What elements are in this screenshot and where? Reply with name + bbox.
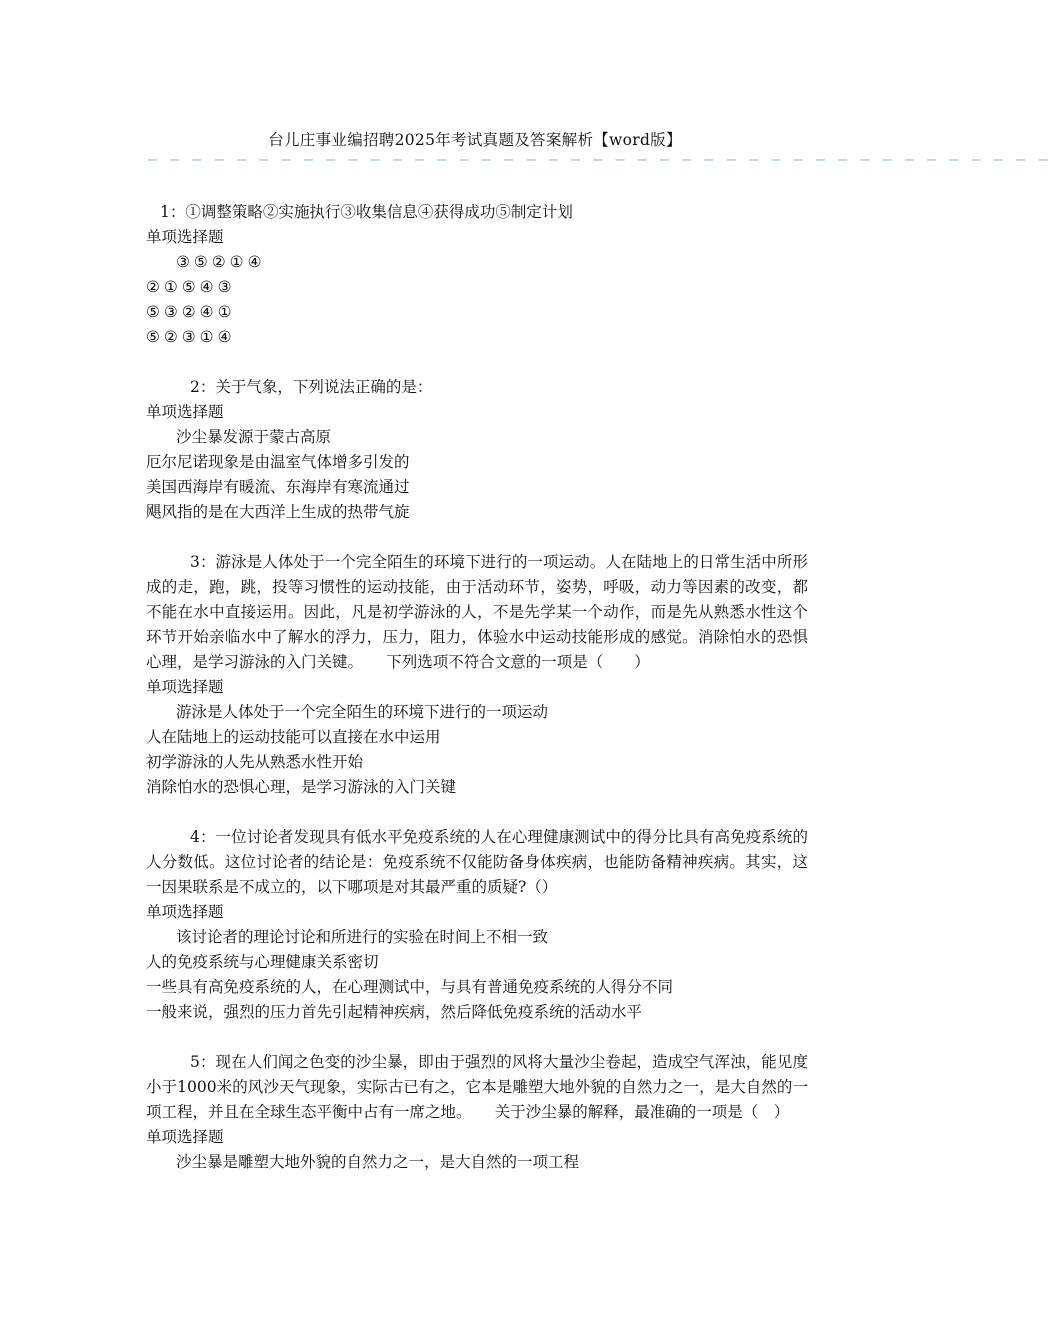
- question-5: [146, 1050, 808, 1175]
- document-title: 台儿庄事业编招聘2025年考试真题及答案解析【word版】: [268, 131, 682, 149]
- question-stem: 3：游泳是人体处于一个完全陌生的环境下进行的一项运动。人在陆地上的日常生活中所形成的走，跑，跳，投等习惯性的运动技能，由于活动环节，姿势，呼吸，动力等因素的改变，都不能在水中直接运用。因此，凡是初学游泳的人，不是先学某一个动作，而是先从熟悉水性这个环节开始亲临水中了解水的浮力，压力，阻力，体验水中运动技能形成的感觉。消除怕水的恐惧心理，是学习游泳的入门关键。 下列选项不符合文意的一项是（ ）: [146, 553, 808, 671]
- option-a[interactable]: 沙尘暴是雕塑大地外貌的自然力之一，是大自然的一项工程: [176, 1153, 580, 1171]
- question-type: 单项选择题: [146, 678, 224, 696]
- option-c[interactable]: 初学游泳的人先从熟悉水性开始: [146, 753, 364, 771]
- question-stem: 1：①调整策略②实施执行③收集信息④获得成功⑤制定计划: [160, 203, 573, 221]
- option-b[interactable]: 人在陆地上的运动技能可以直接在水中运用: [146, 728, 441, 746]
- question-1: [146, 200, 808, 350]
- question-stem: 5：现在人们闻之色变的沙尘暴，即由于强烈的风将大量沙尘卷起，造成空气浑浊，能见度小于1000米的风沙天气现象，实际古已有之，它本是雕塑大地外貌的自然力之一，是大自然的一项工程，并且在全球生态平衡中占有一席之地。 关于沙尘暴的解释，最准确的一项是（ ）: [146, 1053, 808, 1121]
- option-b[interactable]: 人的免疫系统与心理健康关系密切: [146, 953, 379, 971]
- option-b[interactable]: ②①⑤④③: [146, 278, 236, 296]
- question-type: 单项选择题: [146, 903, 224, 921]
- question-3: [146, 550, 808, 800]
- question-stem: 4：一位讨论者发现具有低水平免疫系统的人在心理健康测试中的得分比具有高免疫系统的人分数低。这位讨论者的结论是：免疫系统不仅能防备身体疾病，也能防备精神疾病。其实，这一因果联系是不成立的，以下哪项是对其最严重的质疑?（）: [146, 828, 808, 896]
- option-d[interactable]: 飓风指的是在大西洋上生成的热带气旋: [146, 503, 410, 521]
- option-a[interactable]: ③⑤②①④: [176, 253, 266, 271]
- title-divider: — — — — — — — — — — — — — — — — — — — — — — — — — — — — — — — — — — — — — — — — —: [148, 150, 1050, 168]
- option-d[interactable]: 消除怕水的恐惧心理，是学习游泳的入门关键: [146, 778, 457, 796]
- option-d[interactable]: 一般来说，强烈的压力首先引起精神疾病，然后降低免疫系统的活动水平: [146, 1003, 643, 1021]
- question-type: 单项选择题: [146, 228, 224, 246]
- question-type: 单项选择题: [146, 403, 224, 421]
- option-c[interactable]: 美国西海岸有暖流、东海岸有寒流通过: [146, 478, 410, 496]
- option-d[interactable]: ⑤②③①④: [146, 328, 236, 346]
- question-type: 单项选择题: [146, 1128, 224, 1146]
- option-a[interactable]: 游泳是人体处于一个完全陌生的环境下进行的一项运动: [176, 703, 549, 721]
- question-stem: 2：关于气象，下列说法正确的是：: [190, 378, 433, 396]
- option-a[interactable]: 该讨论者的理论讨论和所进行的实验在时间上不相一致: [176, 928, 549, 946]
- option-b[interactable]: 厄尔尼诺现象是由温室气体增多引发的: [146, 453, 410, 471]
- option-a[interactable]: 沙尘暴发源于蒙古高原: [176, 428, 332, 446]
- option-c[interactable]: 一些具有高免疫系统的人，在心理测试中，与具有普通免疫系统的人得分不同: [146, 978, 674, 996]
- option-c[interactable]: ⑤③②④①: [146, 303, 236, 321]
- question-list: [146, 200, 808, 1175]
- question-4: [146, 825, 808, 1025]
- question-2: [146, 375, 808, 525]
